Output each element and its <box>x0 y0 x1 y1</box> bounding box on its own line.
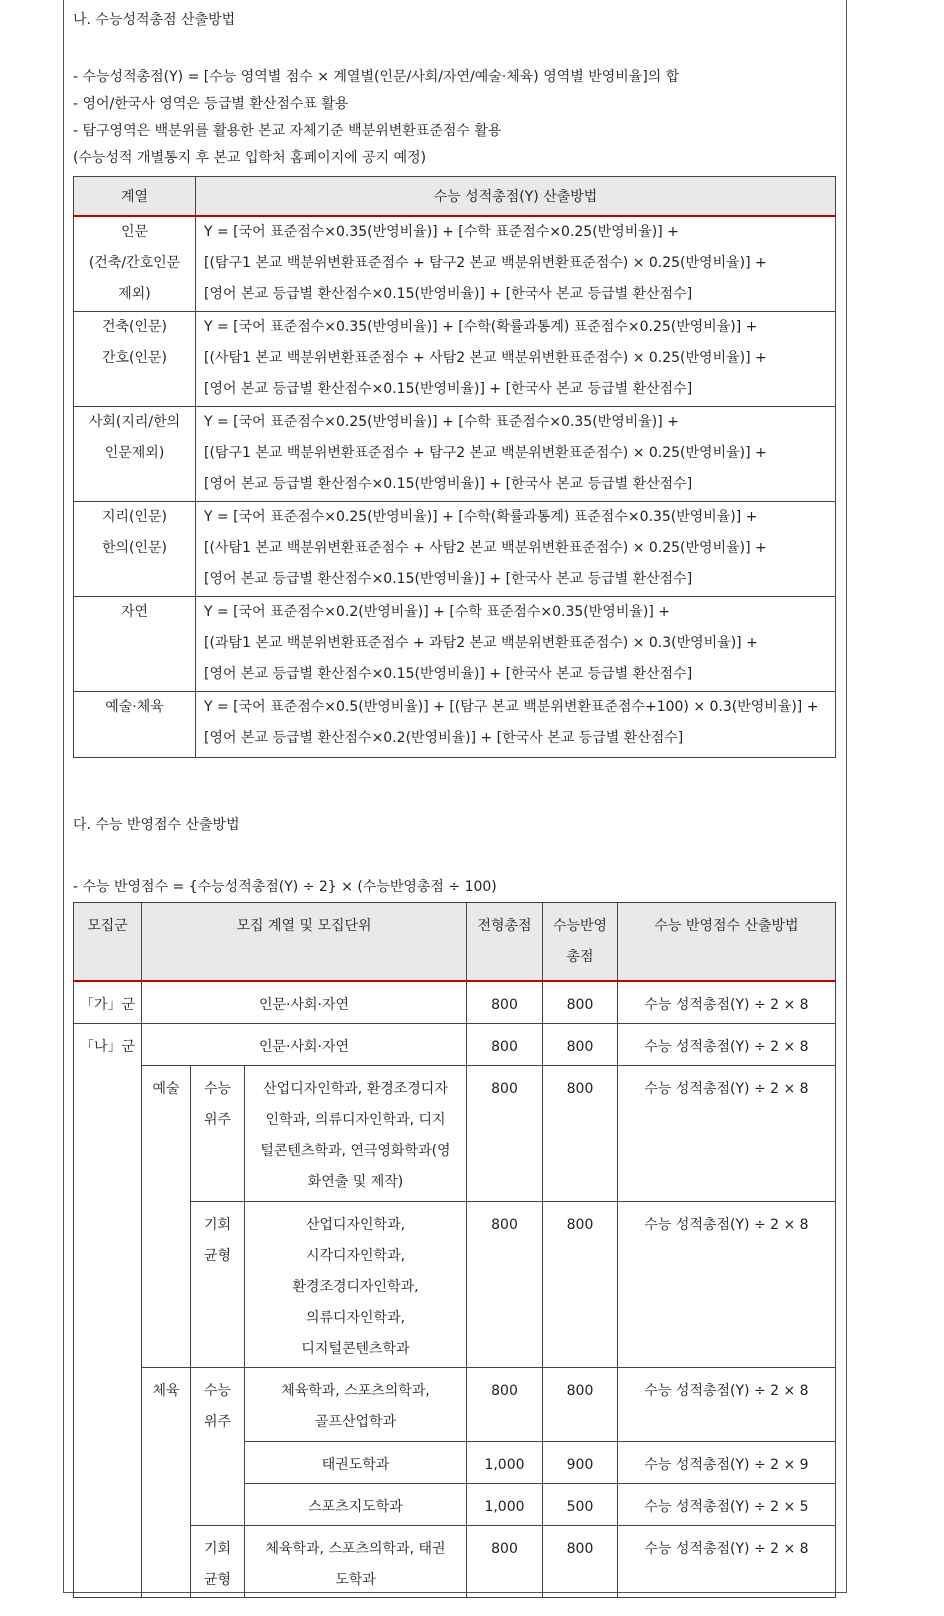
total-cell: 800 <box>467 981 543 1023</box>
unit-cell: 인문·사회·자연 <box>142 1023 467 1065</box>
suneung-cell: 900 <box>543 1441 618 1483</box>
formula-cell: Y = [국어 표준점수×0.35(반영비율)] + [수학 표준점수×0.25(반영비율)] + [(탐구1 본교 백분위변환표준점수 + 탐구2 본교 백분위변환표준점수) × 0.25(반영비율)] + [영어 본교 등급별 환산점수×0.15(반영비율)] + [한국사 본교 등급별 환산점수] <box>196 216 836 311</box>
type-cell: 기회 균형 <box>191 1201 245 1367</box>
total-cell: 800 <box>467 1525 543 1597</box>
formula-cell: Y = [국어 표준점수×0.25(반영비율)] + [수학 표준점수×0.35(반영비율)] + [(탐구1 본교 백분위변환표준점수 + 탐구2 본교 백분위변환표준점수) × 0.25(반영비율)] + [영어 본교 등급별 환산점수×0.15(반영비율)] + [한국사 본교 등급별 환산점수] <box>196 406 836 501</box>
bullet-1: - 수능성적총점(Y) = [수능 영역별 점수 × 계열별(인문/사회/자연/예술·체육) 영역별 반영비율]의 합 <box>73 69 680 85</box>
formula-cell: Y = [국어 표준점수×0.2(반영비율)] + [수학 표준점수×0.35(반영비율)] + [(과탐1 본교 백분위변환표준점수 + 과탐2 본교 백분위변환표준점수) × 0.3(반영비율)] + [영어 본교 등급별 환산점수×0.15(반영비율)] + [한국사 본교 등급별 환산점수] <box>196 596 836 691</box>
method-cell: 수능 성적총점(Y) ÷ 2 × 8 <box>618 1065 836 1201</box>
type-cell: 기회 균형 <box>191 1525 245 1597</box>
table-row <box>74 691 836 757</box>
total-cell: 800 <box>467 1201 543 1367</box>
table-row <box>74 1525 836 1597</box>
total-cell: 800 <box>467 1023 543 1065</box>
suneung-cell: 800 <box>543 1201 618 1367</box>
header-field: 계열 <box>74 177 196 217</box>
total-cell: 1,000 <box>467 1441 543 1483</box>
header-group: 모집군 <box>74 903 142 982</box>
field-cell: 예술·체육 <box>74 691 196 757</box>
table-row <box>74 596 836 691</box>
field-cell: 자연 <box>74 596 196 691</box>
table-row <box>74 1367 836 1441</box>
header-method: 수능 반영점수 산출방법 <box>618 903 836 982</box>
method-cell: 수능 성적총점(Y) ÷ 2 × 9 <box>618 1441 836 1483</box>
bullet-3: - 탐구영역은 백분위를 활용한 본교 자체기준 백분위변환표준점수 활용 <box>73 123 502 139</box>
section-da-formula: - 수능 반영점수 = {수능성적총점(Y) ÷ 2} × (수능반영총점 ÷ 100) <box>73 879 497 895</box>
unit-cell: 체육학과, 스포츠의학과, 골프산업학과 <box>245 1367 467 1441</box>
suneung-cell: 800 <box>543 1023 618 1065</box>
header-unit: 모집 계열 및 모집단위 <box>142 903 467 982</box>
header-formula: 수능 성적총점(Y) 산출방법 <box>196 177 836 217</box>
unit-cell: 태권도학과 <box>245 1441 467 1483</box>
header-total: 전형총점 <box>467 903 543 982</box>
table-row <box>74 1201 836 1367</box>
table-row <box>74 1483 836 1525</box>
total-score-table <box>73 176 836 758</box>
method-cell: 수능 성적총점(Y) ÷ 2 × 8 <box>618 1367 836 1441</box>
reflected-score-table <box>73 902 836 1598</box>
field-cell: 사회(지리/한의 인문제외) <box>74 406 196 501</box>
table-row <box>74 501 836 596</box>
formula-cell: Y = [국어 표준점수×0.5(반영비율)] + [(탐구 본교 백분위변환표준점수+100) × 0.3(반영비율)] + [영어 본교 등급별 환산점수×0.2(반영비율)] + [한국사 본교 등급별 환산점수] <box>196 691 836 757</box>
field-cell: 지리(인문) 한의(인문) <box>74 501 196 596</box>
table-row <box>74 1023 836 1065</box>
method-cell: 수능 성적총점(Y) ÷ 2 × 8 <box>618 1023 836 1065</box>
unit-cell: 인문·사회·자연 <box>142 981 467 1023</box>
section-da-title: 다. 수능 반영점수 산출방법 <box>73 817 240 833</box>
suneung-cell: 800 <box>543 981 618 1023</box>
total-cell: 800 <box>467 1367 543 1441</box>
table-row <box>74 1441 836 1483</box>
field-cell: 인문 (건축/간호인문 제외) <box>74 216 196 311</box>
bullet-4: (수능성적 개별통지 후 본교 입학처 홈페이지에 공지 예정) <box>73 150 427 166</box>
suneung-cell: 800 <box>543 1367 618 1441</box>
table-row <box>74 406 836 501</box>
unit-cell: 체육학과, 스포츠의학과, 태권 도학과 <box>245 1525 467 1597</box>
formula-cell: Y = [국어 표준점수×0.25(반영비율)] + [수학(확률과통계) 표준점수×0.35(반영비율)] + [(사탐1 본교 백분위변환표준점수 + 사탐2 본교 백분위변환표준점수) × 0.25(반영비율)] + [영어 본교 등급별 환산점수×0.15(반영비율)] + [한국사 본교 등급별 환산점수] <box>196 501 836 596</box>
unit-cell: 산업디자인학과, 환경조경디자 인학과, 의류디자인학과, 디지 털콘텐츠학과, 연극영화학과(영 화연출 및 제작) <box>245 1065 467 1201</box>
method-cell: 수능 성적총점(Y) ÷ 2 × 5 <box>618 1483 836 1525</box>
type-cell: 수능 위주 <box>191 1065 245 1201</box>
method-cell: 수능 성적총점(Y) ÷ 2 × 8 <box>618 1201 836 1367</box>
type-cell: 수능 위주 <box>191 1367 245 1441</box>
total-cell: 1,000 <box>467 1483 543 1525</box>
document-frame <box>63 0 847 1593</box>
method-cell: 수능 성적총점(Y) ÷ 2 × 8 <box>618 981 836 1023</box>
suneung-cell: 500 <box>543 1483 618 1525</box>
table-row <box>74 311 836 406</box>
pe-label: 체육 <box>142 1367 191 1441</box>
unit-cell: 산업디자인학과, 시각디자인학과, 환경조경디자인학과, 의류디자인학과, 디지털콘텐츠학과 <box>245 1201 467 1367</box>
total-cell: 800 <box>467 1065 543 1201</box>
header-suneung: 수능반영총점 <box>543 903 618 982</box>
field-cell: 건축(인문) 간호(인문) <box>74 311 196 406</box>
method-cell: 수능 성적총점(Y) ÷ 2 × 8 <box>618 1525 836 1597</box>
group-ga: 「가」군 <box>74 981 142 1023</box>
art-label: 예술 <box>142 1065 191 1201</box>
suneung-cell: 800 <box>543 1525 618 1597</box>
unit-cell: 스포츠지도학과 <box>245 1483 467 1525</box>
table-row <box>74 216 836 311</box>
group-na: 「나」군 <box>74 1023 142 1065</box>
bullet-2: - 영어/한국사 영역은 등급별 환산점수표 활용 <box>73 96 349 112</box>
section-na-title: 나. 수능성적총점 산출방법 <box>73 12 236 28</box>
table-row <box>74 1065 836 1201</box>
formula-cell: Y = [국어 표준점수×0.35(반영비율)] + [수학(확률과통계) 표준점수×0.25(반영비율)] + [(사탐1 본교 백분위변환표준점수 + 사탐2 본교 백분위변환표준점수) × 0.25(반영비율)] + [영어 본교 등급별 환산점수×0.15(반영비율)] + [한국사 본교 등급별 환산점수] <box>196 311 836 406</box>
suneung-cell: 800 <box>543 1065 618 1201</box>
table-row <box>74 981 836 1023</box>
